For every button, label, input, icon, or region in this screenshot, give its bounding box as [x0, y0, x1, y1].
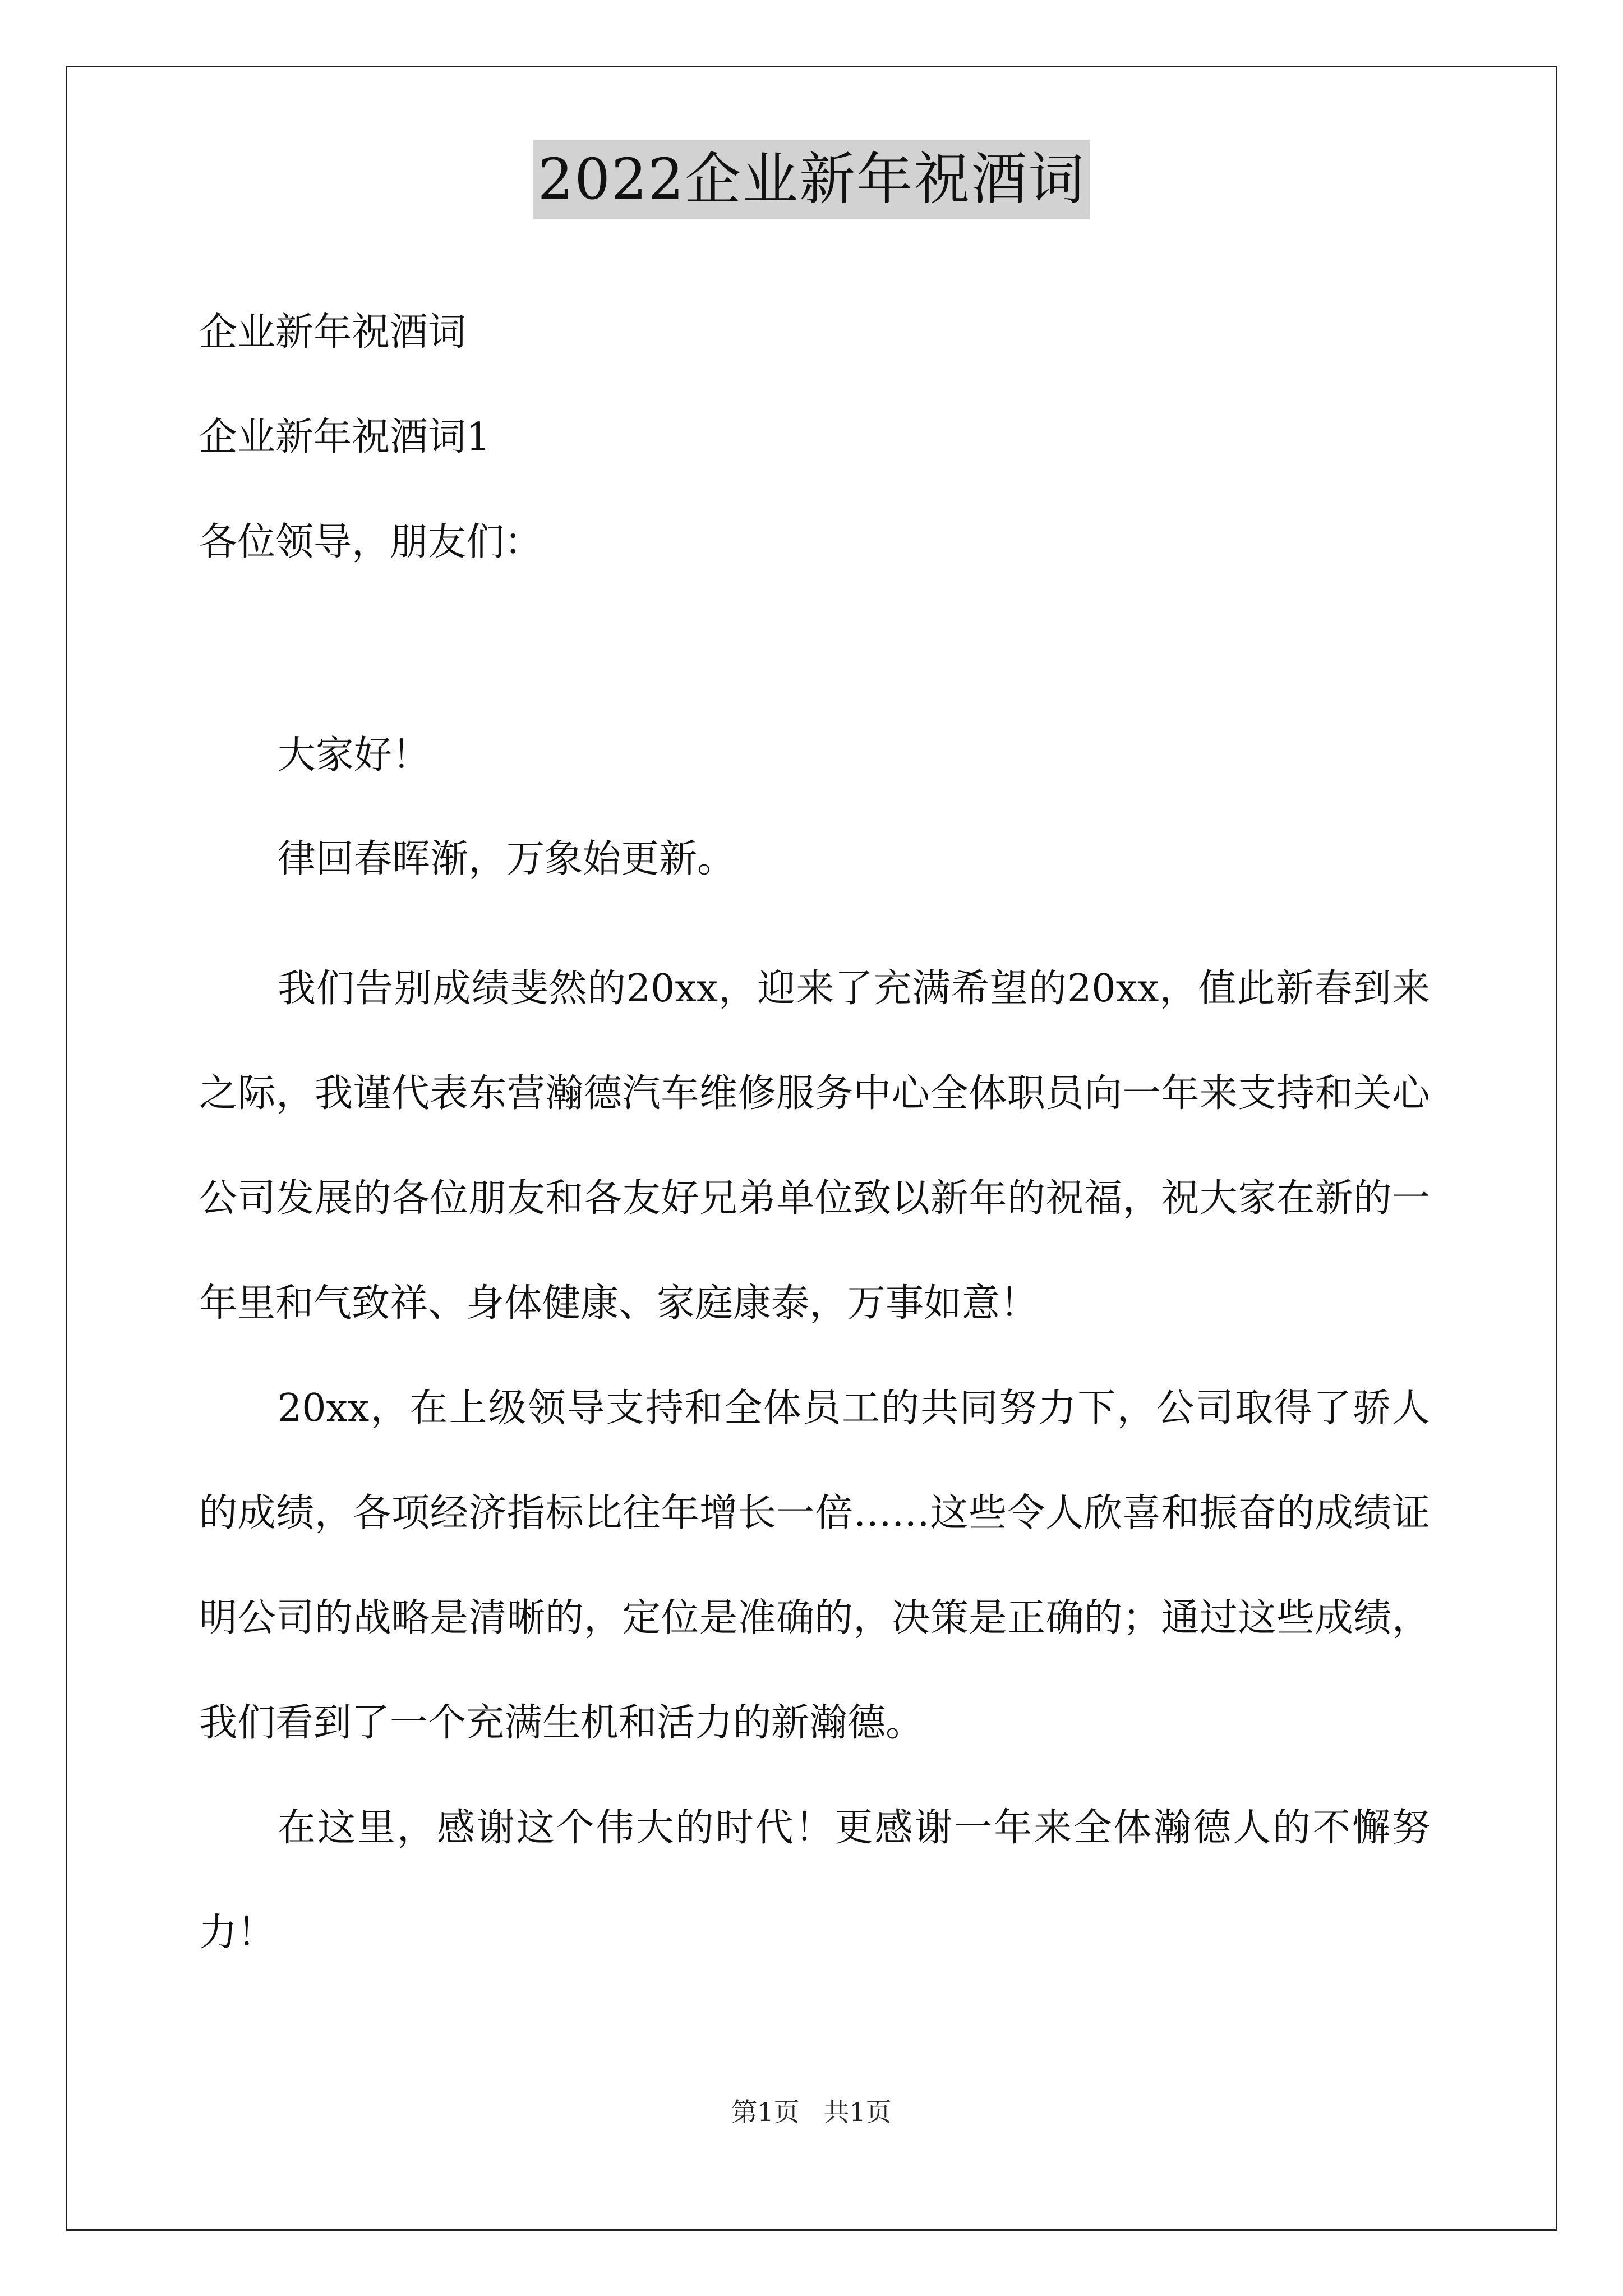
page-number: 第1页 — [731, 2097, 800, 2127]
subheading: 企业新年祝酒词 — [199, 310, 467, 355]
title-container — [0, 140, 1623, 219]
page-total: 共1页 — [823, 2097, 892, 2127]
page-footer — [0, 2095, 1623, 2129]
paragraph-thanks: 在这里，感谢这个伟大的时代！更感谢一年来全体瀚德人的不懈努力！ — [199, 1806, 1430, 1955]
document-title: 2022企业新年祝酒词 — [533, 140, 1090, 219]
paragraph-opening: 律回春晖渐，万象始更新。 — [278, 837, 736, 881]
document-body — [199, 306, 1430, 1985]
salutation: 各位领导，朋友们： — [199, 520, 543, 564]
paragraph-farewell: 我们告别成绩斐然的20xx，迎来了充满希望的20xx，值此新春到来之际，我谨代表东营瀚德汽车维修服务中心全体职员向一年来支持和关心公司发展的各位朋友和各友好兄弟单位致以新年的祝福，祝大家在新的一年里和气致祥、身体健康、家庭康泰，万事如意！ — [199, 967, 1430, 1326]
paragraph-achievements: 20xx，在上级领导支持和全体员工的共同努力下，公司取得了骄人的成绩，各项经济指标比往年增长一倍……这些令人欣喜和振奋的成绩证明公司的战略是清晰的，定位是准确的，决策是正确的；通过这些成绩，我们看到了一个充满生机和活力的新瀚德。 — [199, 1386, 1430, 1745]
paragraph-greeting: 大家好！ — [278, 733, 431, 777]
section-heading: 企业新年祝酒词1 — [199, 415, 491, 459]
